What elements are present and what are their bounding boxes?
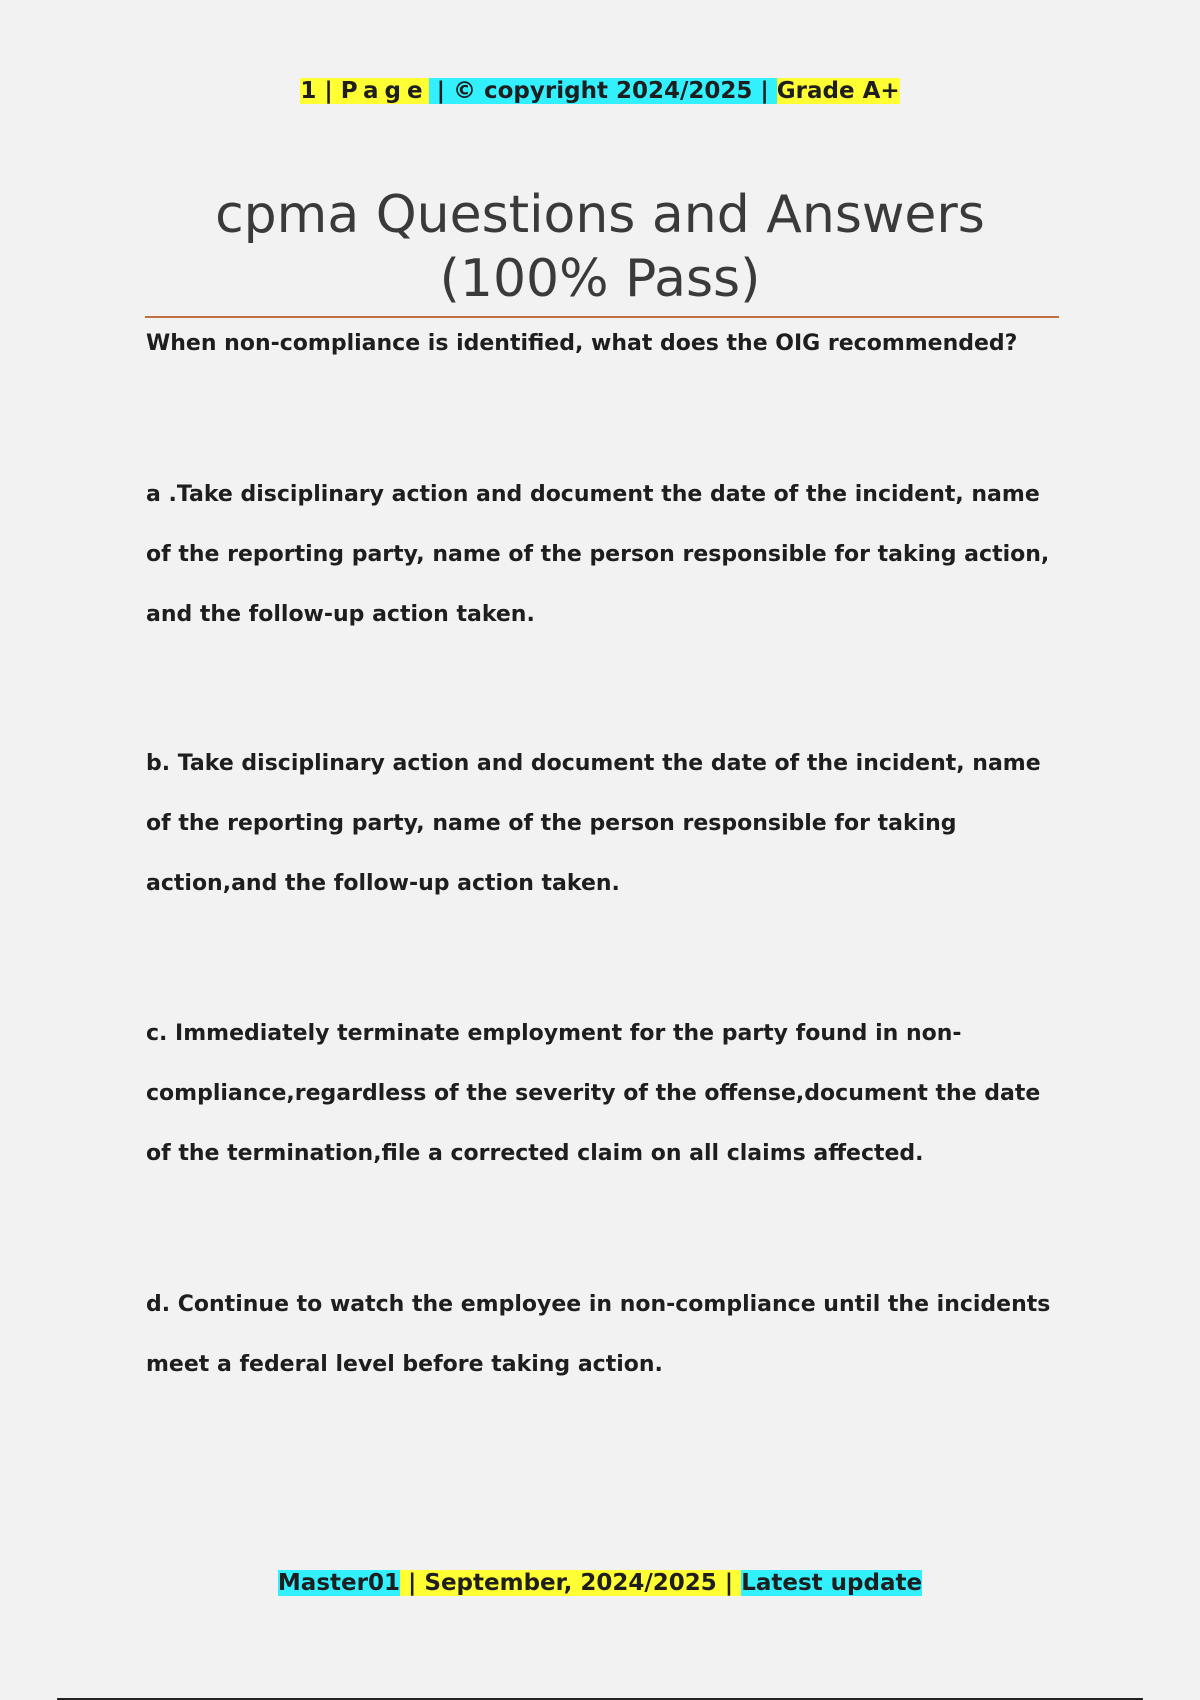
page-number	[300, 78, 428, 104]
title-line-1: cpma Questions and Answers	[215, 185, 985, 245]
page-word: Page	[340, 78, 429, 104]
page-header	[0, 74, 1200, 108]
footer-date: | September, 2024/2025 |	[399, 1570, 742, 1596]
answer-option-d: d. Continue to watch the employee in non-compliance until the incidents meet a federal level before taking action.	[146, 1292, 1051, 1377]
question-text: When non-compliance is identified, what does the OIG recommended?	[146, 331, 1018, 356]
document-title	[0, 183, 1200, 311]
answer-option-b: b. Take disciplinary action and document the date of the incident, name of the reporting party, name of the person responsible for taking action,and the follow-up action taken.	[146, 751, 1041, 896]
footer-update: Latest update	[741, 1570, 923, 1596]
title-line-2: (100% Pass)	[439, 249, 761, 309]
footer-author: Master01	[277, 1570, 400, 1596]
copyright-text: | © copyright 2024/2025 |	[428, 78, 777, 104]
title-divider	[145, 316, 1059, 318]
grade-badge: Grade A+	[776, 78, 900, 104]
answer-option-a: a .Take disciplinary action and document the date of the incident, name of the reporting party, name of the person responsible for taking action, and the follow-up action taken.	[146, 482, 1050, 627]
page-number-text: 1 |	[300, 78, 341, 104]
answer-option-c: c. Immediately terminate employment for the party found in non-compliance,regardless of the severity of the offense,document the date of the termination,file a corrected claim on all claims affected.	[146, 1021, 1041, 1166]
page-footer	[0, 1566, 1200, 1600]
